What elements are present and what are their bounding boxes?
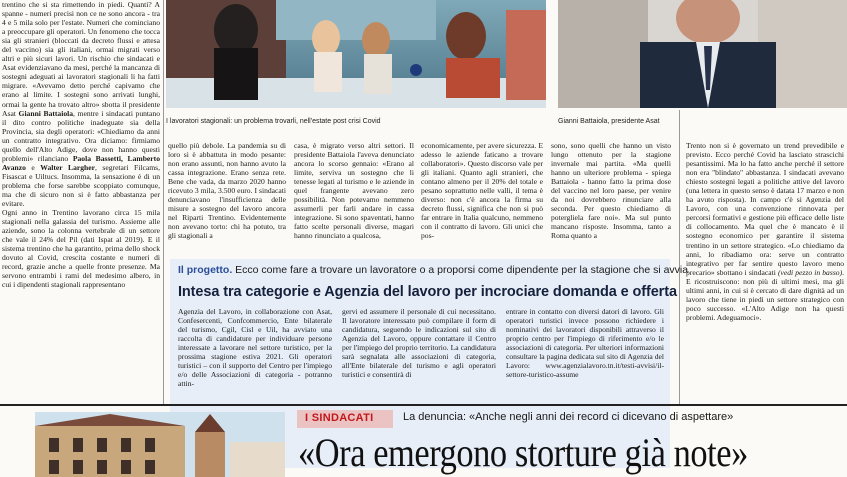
col4-text: economicamente, per avere sicurezza. E adesso le aziende faticano a trovare collaboratori». Questo discorso vale per gli italiani. Quanto agli stranieri, che contano almeno per il 20% del totale e pesano soprattutto nelle valli, il tema è diverso: non c'è ancora la firma su decreto flussi, significa che non si può far entrare in Italia qualcuno, nemmeno con il contratto di lavoro. Gli unici che pos- xyxy=(421,141,543,241)
box-col2-text: gervi ed assumere il personale di cui necessitano. Il lavoratore interessato può compilare il form di candidatura, seguendo le indicazioni sul sito di Agenzia del Lavoro, oppure contattare il Centro per l'impiego del proprio territorio. La candidatura sarà segnalata alle associazioni di categoria, all'Ente bilaterale del turismo e agli operatori turistici e consentirà di xyxy=(342,307,496,380)
left-photo-caption: I lavoratori stagionali: un problema trovarli, nell'estate post crisi Covid xyxy=(166,118,381,125)
right-photo-caption: Gianni Battaiola, presidente Asat xyxy=(558,118,660,125)
article-column-6 xyxy=(686,141,844,403)
section-label: I SINDACATI xyxy=(305,412,374,424)
col6-text-2: . E ricostruiscono: non più di ultimi mesi, ma gli ultimi anni, in cui si è cercato di dare dignità ad un lavoro che tiene in piedi un settore strategico con poco successo. «L'Alto Adige non ha questi problemi. Adeguamoci». xyxy=(686,267,844,322)
column-rule-left xyxy=(163,0,164,405)
col1-bold-name: Gianni Battaiola xyxy=(18,108,74,118)
col1-paragraph-2: Ogni anno in Trentino lavorano circa 15 mila stagionali nella galassia del turismo. Assieme alle aziende, sono la colonna vertebrale di un settore che vale il 24% del Pil (dati Ispat al 2019). E il sistema trentino che ha garantito, prima dello shock dovuto al Covid, crescita costante e numeri di record, grazie anche a quelle fronte presenze. Ma servono entrambi i rami del medesimo albero, in cui i dipendenti stagionali rappresentano xyxy=(2,208,160,290)
box-column-3 xyxy=(506,307,664,403)
article-column-2 xyxy=(168,141,286,257)
box-col3-text: entrare in contatto con diversi datori di lavoro. Gli operatori turistici invece possono richiedere i nominativi dei lavoratori disponibili attraverso il proprio centro per l'impiego di riferimento e/o le associazioni di categoria. Per ulteriori informazioni consultare la pagina dedicata sul sito di Agenzia del Lavoro: www.agenzialavoro.tn.it/testi-avvisi/il-settore-turistico-assume xyxy=(506,307,664,380)
bottom-story-deck: La denuncia: «Anche negli anni dei record ci dicevano di aspettare» xyxy=(403,411,734,423)
col1-text-3: e xyxy=(25,162,35,172)
col1-bold-name-3: Walter Largher xyxy=(40,162,96,172)
box-column-2 xyxy=(342,307,496,403)
box-kicker xyxy=(178,264,688,276)
col1-text: trentino che si sta rimettendo in piedi. Quanti? A spanne - numeri precisi non ce ne sono ancora - tra 4 e 5 mila solo per l'estate. Numeri che cominciano a preoccupare gli operatori. Un fenomeno che tocca sia gli stranieri (bloccati da decreto flussi e attesa del vaccino) sia gli italiani, ormai migrati verso altri e più sicuri lavori. Un rischio che sindacati e Asat evidenziavano da mesi, perché la mancanza di sostegni adeguati ai lavoratori stagionali li ha fatti migrare. «Avevamo detto perché capivamo che erano al limite. I sostegni sono arrivati lunghi, ormai la gente ha trovato altro» sbotta il presidente Asat xyxy=(2,0,160,118)
box-title: Intesa tra categorie e Agenzia del lavoro per incrociare domanda e offerta xyxy=(178,284,677,300)
building-photo xyxy=(35,412,285,477)
article-column-1 xyxy=(2,0,160,402)
seasonal-workers-image xyxy=(166,0,546,108)
bottom-story-headline: «Ora emergono storture già note» xyxy=(298,430,748,475)
column-rule-right xyxy=(679,110,680,405)
article-column-5 xyxy=(551,141,671,257)
article-column-3 xyxy=(294,141,414,257)
col1-text-2: , mentre i sindacati puntano il dito contro politiche inadeguate sia della Provincia, sia degli operatori: «Chiediamo da anni un contratto integrativo. Ora diciamo: firmiamo quello dell'Alto Adige, dove non hanno questi problemi» rilanciano xyxy=(2,108,160,163)
box-kicker-text: Ecco come fare a trovare un lavoratore o a proporsi come dipendente per la stagione che si avvia xyxy=(235,264,689,276)
building-image xyxy=(35,412,285,477)
col2-text: quello più debole. La pandemia su di loro si è abbattuta in modo pesante: non erano assunti, non hanno avuto la cassa integrazione. Erano senza rete. Bene che vada, da marzo 2020 hanno ricevuto 3 mila, 3.500 euro. I sindacati denunciavano l'insufficienza delle misure a sostegno del lavoro ancora nel Riparti Trentino. Evidentemente non avevano torto: chi ha potuto, tra gli stagionali a xyxy=(168,141,286,241)
seasonal-workers-photo xyxy=(166,0,546,108)
box-col1-text: Agenzia del Lavoro, in collaborazione con Asat, Confesercenti, Confcommercio, Ente bilaterale del turismo, Cgil, Cisl e Uil, ha avviato una raccolta di candidature per individuare persone interessate a lavorare nel settore turistico, per la prossima stagione estiva 2021. Gli operatori turistici – con il supporto del Centro per l'impiego e/o delle Associazioni di categoria - potranno attin- xyxy=(178,307,332,389)
col5-text: sono, sono quelli che hanno un visto lungo ottenuto per la stagione invernale mai partita. «Ma quelli hanno un ulteriore problema - spiega Battaiola - hanno fatto la prima dose del vaccino nel loro paese, per venire da noi dovrebbero rinunciare alla seconda. Per questo chiediamo di poterglielа fare noi». Ma sul punto mancano risposte. Insomma, tanto a Roma quanto a xyxy=(551,141,671,241)
battaiola-portrait-photo xyxy=(558,0,847,108)
box-kicker-label: Il progetto. xyxy=(178,264,233,276)
bottom-divider xyxy=(0,404,847,406)
col1-bold-names: Paola Bassetti, Lamberto Avanzo xyxy=(2,153,160,172)
box-column-1 xyxy=(178,307,332,403)
article-column-4 xyxy=(421,141,543,257)
battaiola-portrait-image xyxy=(558,0,847,108)
section-label-band xyxy=(297,410,393,428)
col6-text: Trento non si è governato un trend prevedibile e previsto. Ecco perché Covid ha lasciato strascichi pesantissimi. Ma lo ha fatto anche perché il settore non era "blindato" abbastanza. I sindacati avevano chiesto sostegni legati a politiche attive del lavoro (una lettera in questo senso è datata 17 marzo e non ha avuto risposta). In campo c'è si Agenzia del Lavoro, con una convenzione rinnovata per percorsi formativi e gestione più efficace delle liste di collocamento. Ma quel che è mancato è il sostegno economico per garantire il sistema trentino in un settore strategico. «Lo chiediamo da anni, lo ribadiamo ora: serve un contratto integrativo per far sentire questo lavoro meno precario» sbottano i sindacati xyxy=(686,141,844,277)
col3-text: casa, è migrato verso altri settori. Il presidente Battaiola l'aveva denunciato ancora lo scorso gennaio: «Erano al limite, serviva un sostegno che li tenesse legati al turismo e le aziende in quel frangente avevano zero possibilità. Non potevamo nemmeno assumerli per farli andare in cassa integrazione. Si sono spaventati, hanno fatto scelte personali diverse, magari hanno rinunciato a qualcosa, xyxy=(294,141,414,241)
col1-text-4: , segretari Filcams, Fisascat e Uiltucs. Insomma, la sensazione è di un problema che forse sarebbe scoppiato comunque, ma che di sicuro non si è fatto abbastanza per evitare. xyxy=(2,162,160,209)
col6-italic-note: (vedi pezzo in basso) xyxy=(777,267,843,277)
